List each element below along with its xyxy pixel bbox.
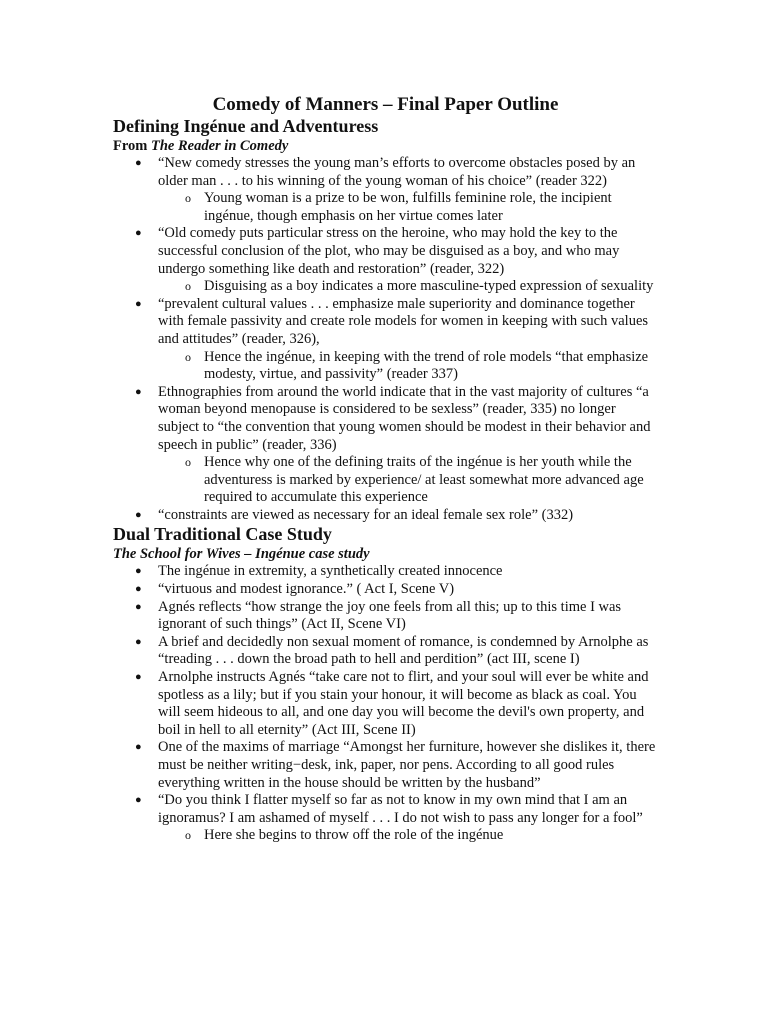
list-item — [113, 296, 658, 384]
sub-list-item — [158, 278, 658, 296]
list-item-text: Ethnographies from around the world indicate that in the vast majority of cultures “a woman beyond menopause is considered to be sexless” (reader, 335) no longer subject to “the convention that young women should be modest in their behavior and speech in public” (reader, 336) — [158, 383, 651, 453]
bullet-icon: ● — [135, 227, 142, 240]
hollow-bullet-icon: o — [185, 455, 191, 470]
list-item — [113, 563, 658, 581]
sub-list-item-text: Disguising as a boy indicates a more masculine-typed expression of sexuality — [204, 278, 654, 295]
bullet-list — [113, 563, 658, 845]
bullet-icon: ● — [135, 671, 142, 684]
list-item — [113, 155, 658, 225]
list-item — [113, 225, 658, 295]
list-item-text: “virtuous and modest ignorance.” ( Act I, Scene V) — [158, 581, 455, 598]
list-item — [113, 634, 658, 669]
outline-document — [113, 94, 658, 845]
list-item — [113, 507, 658, 525]
bullet-icon: ● — [135, 635, 142, 648]
bullet-icon: ● — [135, 741, 142, 754]
bullet-list — [113, 155, 658, 524]
subsection-heading: The School for Wives – Ingénue case study — [113, 546, 370, 563]
bullet-icon: ● — [135, 600, 142, 613]
bullet-icon: ● — [135, 508, 142, 521]
list-item — [113, 384, 658, 507]
hollow-bullet-icon: o — [185, 828, 191, 843]
bullet-icon: ● — [135, 385, 142, 398]
list-item-text: “Do you think I flatter myself so far as not to know in my own mind that I am an ignoramus? I am ashamed of myself . . . I do not wish to pass any longer for a fool” — [158, 792, 643, 826]
sub-list-item-text: Hence why one of the defining traits of the ingénue is her youth while the adventuress is marked by experience/ at least somewhat more advanced age required to accumulate this experience — [204, 454, 644, 506]
list-item-text: Arnolphe instructs Agnés “take care not to flirt, and your soul will ever be white and spotless as a lily; but if you stain your honour, it will become as black as coal. You will seem hideous to all, and one day you will become the devil's own property, and boil in hell to all eternity” (Act III, Scene II) — [158, 669, 649, 738]
list-item-text: “prevalent cultural values . . . emphasize male superiority and dominance together with female passivity and create role models for women in keeping with such values and attitudes” (reader, 326), — [158, 295, 649, 347]
bullet-icon: ● — [135, 565, 142, 578]
sub-list-item — [158, 349, 658, 384]
sub-bullet-list — [158, 454, 658, 507]
bullet-icon: ● — [135, 794, 142, 807]
bullet-icon: ● — [135, 583, 142, 596]
page-title: Comedy of Manners – Final Paper Outline — [212, 94, 559, 115]
source-line — [113, 137, 658, 155]
list-item-text: “constraints are viewed as necessary for an ideal female sex role” (332) — [158, 506, 574, 523]
list-item-text: “Old comedy puts particular stress on the heroine, who may hold the key to the successful conclusion of the plot, who may be disguised as a boy, and who may undergo something like death and restoration” (reader, 322) — [158, 225, 620, 277]
section-heading: Dual Traditional Case Study — [113, 524, 332, 545]
source-title: The Reader in Comedy — [151, 138, 289, 154]
list-item — [113, 581, 658, 599]
sub-list-item-text: Young woman is a prize to be won, fulfills feminine role, the incipient ingénue, though emphasis on her virtue comes later — [204, 190, 612, 224]
sub-list-item — [158, 827, 658, 845]
list-item-text: “New comedy stresses the young man’s efforts to overcome obstacles posed by an older man . . . to his winning of the young woman of his choice” (reader 322) — [158, 155, 636, 189]
sub-bullet-list — [158, 190, 658, 225]
source-prefix: From — [113, 138, 151, 154]
hollow-bullet-icon: o — [185, 279, 191, 294]
hollow-bullet-icon: o — [185, 191, 191, 206]
bullet-icon: ● — [135, 297, 142, 310]
list-item — [113, 792, 658, 845]
list-item — [113, 739, 658, 792]
section-heading: Defining Ingénue and Adventuress — [113, 116, 379, 136]
list-item-text: The ingénue in extremity, a synthetically created innocence — [158, 563, 503, 580]
list-item — [113, 669, 658, 739]
section-case-study — [113, 524, 658, 845]
hollow-bullet-icon: o — [185, 349, 191, 364]
sub-list-item-text: Hence the ingénue, in keeping with the trend of role models “that emphasize modesty, virtue, and passivity” (reader 337) — [204, 348, 649, 383]
sub-list-item — [158, 454, 658, 507]
list-item-text: One of the maxims of marriage “Amongst her furniture, however she dislikes it, there must be neither writing−desk, ink, paper, nor pens. According to all good rules everything written in the house should be written by the husband” — [158, 739, 656, 791]
bullet-icon: ● — [135, 157, 142, 169]
sub-bullet-list — [158, 827, 658, 845]
sub-bullet-list — [158, 349, 658, 384]
sub-list-item — [158, 190, 658, 225]
list-item-text: A brief and decidedly non sexual moment of romance, is condemned by Arnolphe as “treading . . . down the broad path to hell and perdition” (act III, scene I) — [158, 633, 649, 668]
sub-list-item-text: Here she begins to throw off the role of the ingénue — [204, 827, 504, 844]
list-item-text: Agnés reflects “how strange the joy one feels from all this; up to this time I was ignorant of such things” (Act II, Scene VI) — [158, 598, 622, 633]
list-item — [113, 599, 658, 634]
section-defining — [113, 116, 658, 524]
sub-bullet-list — [158, 278, 658, 296]
